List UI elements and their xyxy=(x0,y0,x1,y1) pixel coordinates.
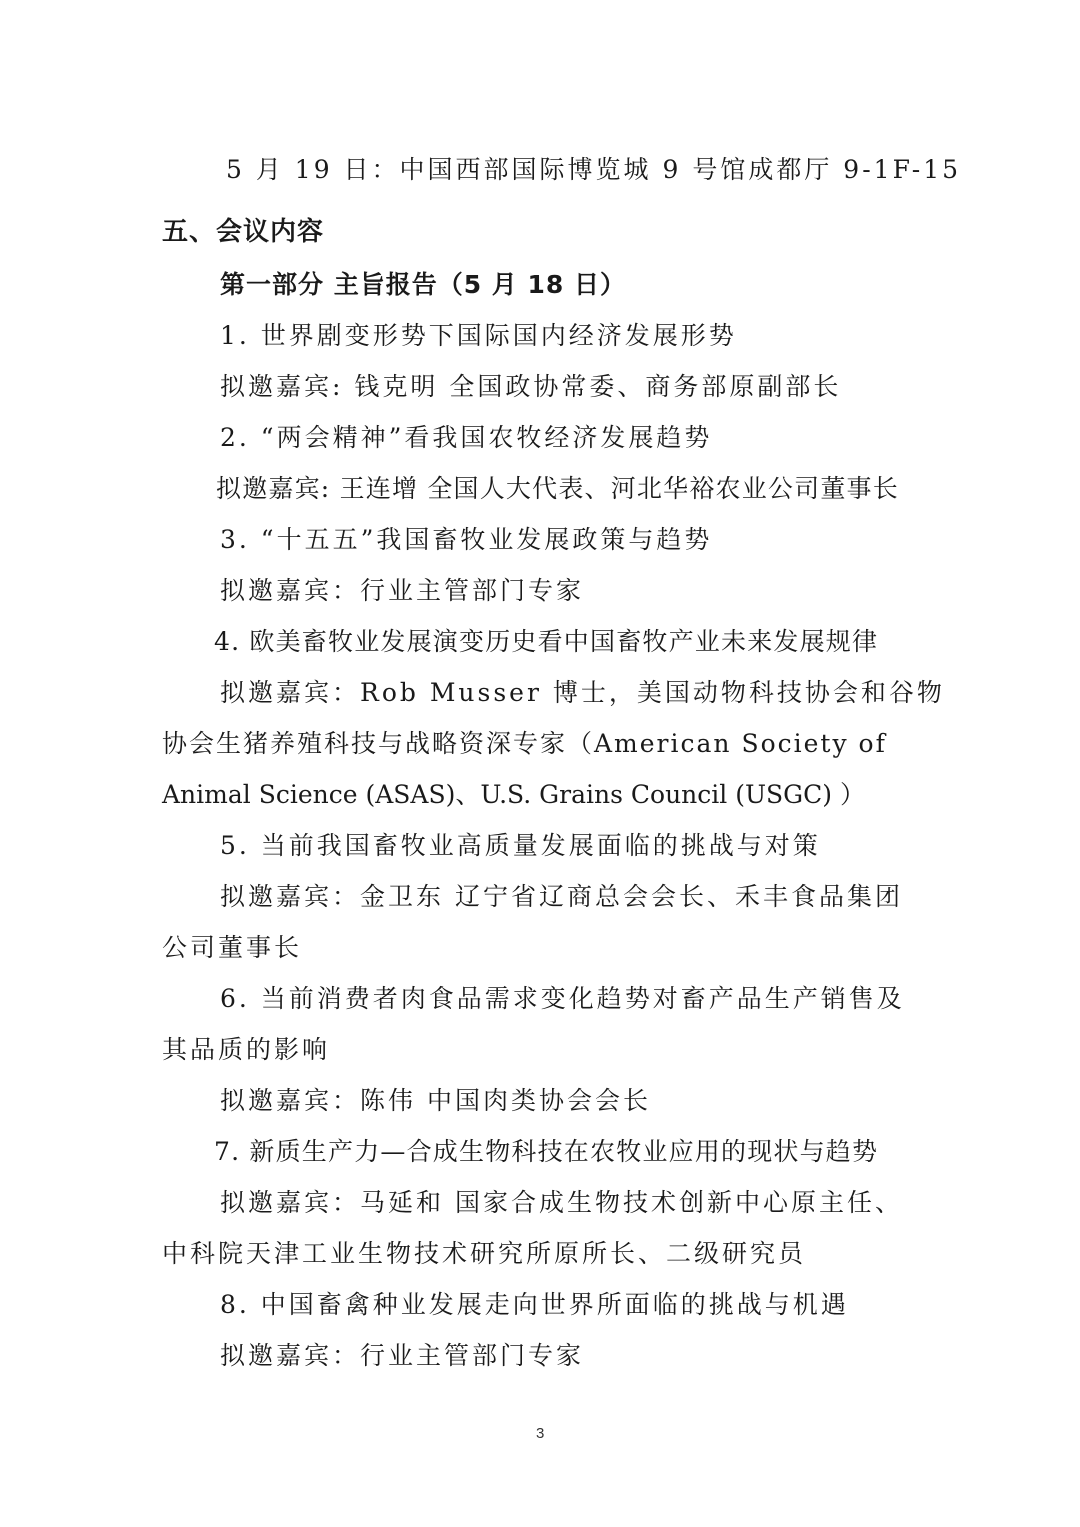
item-5-guest-line-1: 拟邀嘉宾：金卫东 辽宁省辽商总会会长、禾丰食品集团 xyxy=(220,882,903,911)
item-1-title: 1. 世界剧变形势下国际国内经济发展形势 xyxy=(220,321,737,350)
venue-line: 5 月 19 日：中国西部国际博览城 9 号馆成都厅 9-1F-15 xyxy=(226,155,962,184)
item-7-guest-line-2: 中科院天津工业生物技术研究所原所长、二级研究员 xyxy=(162,1239,807,1268)
item-3-guest: 拟邀嘉宾：行业主管部门专家 xyxy=(220,576,585,605)
item-1-guest: 拟邀嘉宾: 钱克明 全国政协常委、商务部原副部长 xyxy=(220,372,842,401)
item-7-guest-line-1: 拟邀嘉宾：马延和 国家合成生物技术创新中心原主任、 xyxy=(220,1188,903,1217)
item-4-guest-line-3: Animal Science (ASAS)、U.S. Grains Council (USGC) ） xyxy=(162,780,865,809)
item-5-title: 5. 当前我国畜牧业高质量发展面临的挑战与对策 xyxy=(220,831,821,860)
item-8-title: 8. 中国畜禽种业发展走向世界所面临的挑战与机遇 xyxy=(220,1290,849,1319)
item-2-title: 2. “两会精神”看我国农牧经济发展趋势 xyxy=(220,423,713,452)
item-5-guest-line-2: 公司董事长 xyxy=(162,933,303,962)
item-6-guest: 拟邀嘉宾：陈伟 中国肉类协会会长 xyxy=(220,1086,651,1115)
item-6-title-line-2: 其品质的影响 xyxy=(162,1035,331,1064)
item-6-title-line-1: 6. 当前消费者肉食品需求变化趋势对畜产品生产销售及 xyxy=(220,984,905,1013)
item-3-title: 3. “十五五”我国畜牧业发展政策与趋势 xyxy=(220,525,713,554)
item-4-guest-line-2: 协会生猪养殖科技与战略资深专家（American Society of xyxy=(162,729,887,758)
item-4-title: 4. 欧美畜牧业发展演变历史看中国畜牧产业未来发展规律 xyxy=(214,627,879,656)
part-title: 第一部分 主旨报告（5 月 18 日） xyxy=(220,270,627,299)
item-8-guest: 拟邀嘉宾：行业主管部门专家 xyxy=(220,1341,585,1370)
item-4-guest-line-1: 拟邀嘉宾：Rob Musser 博士，美国动物科技协会和谷物 xyxy=(220,678,945,707)
section-heading: 五、会议内容 xyxy=(162,217,325,247)
item-7-title: 7. 新质生产力—合成生物科技在农牧业应用的现状与趋势 xyxy=(214,1137,879,1166)
page-number: 3 xyxy=(536,1425,545,1442)
item-2-guest: 拟邀嘉宾: 王连增 全国人大代表、河北华裕农业公司董事长 xyxy=(216,474,899,503)
